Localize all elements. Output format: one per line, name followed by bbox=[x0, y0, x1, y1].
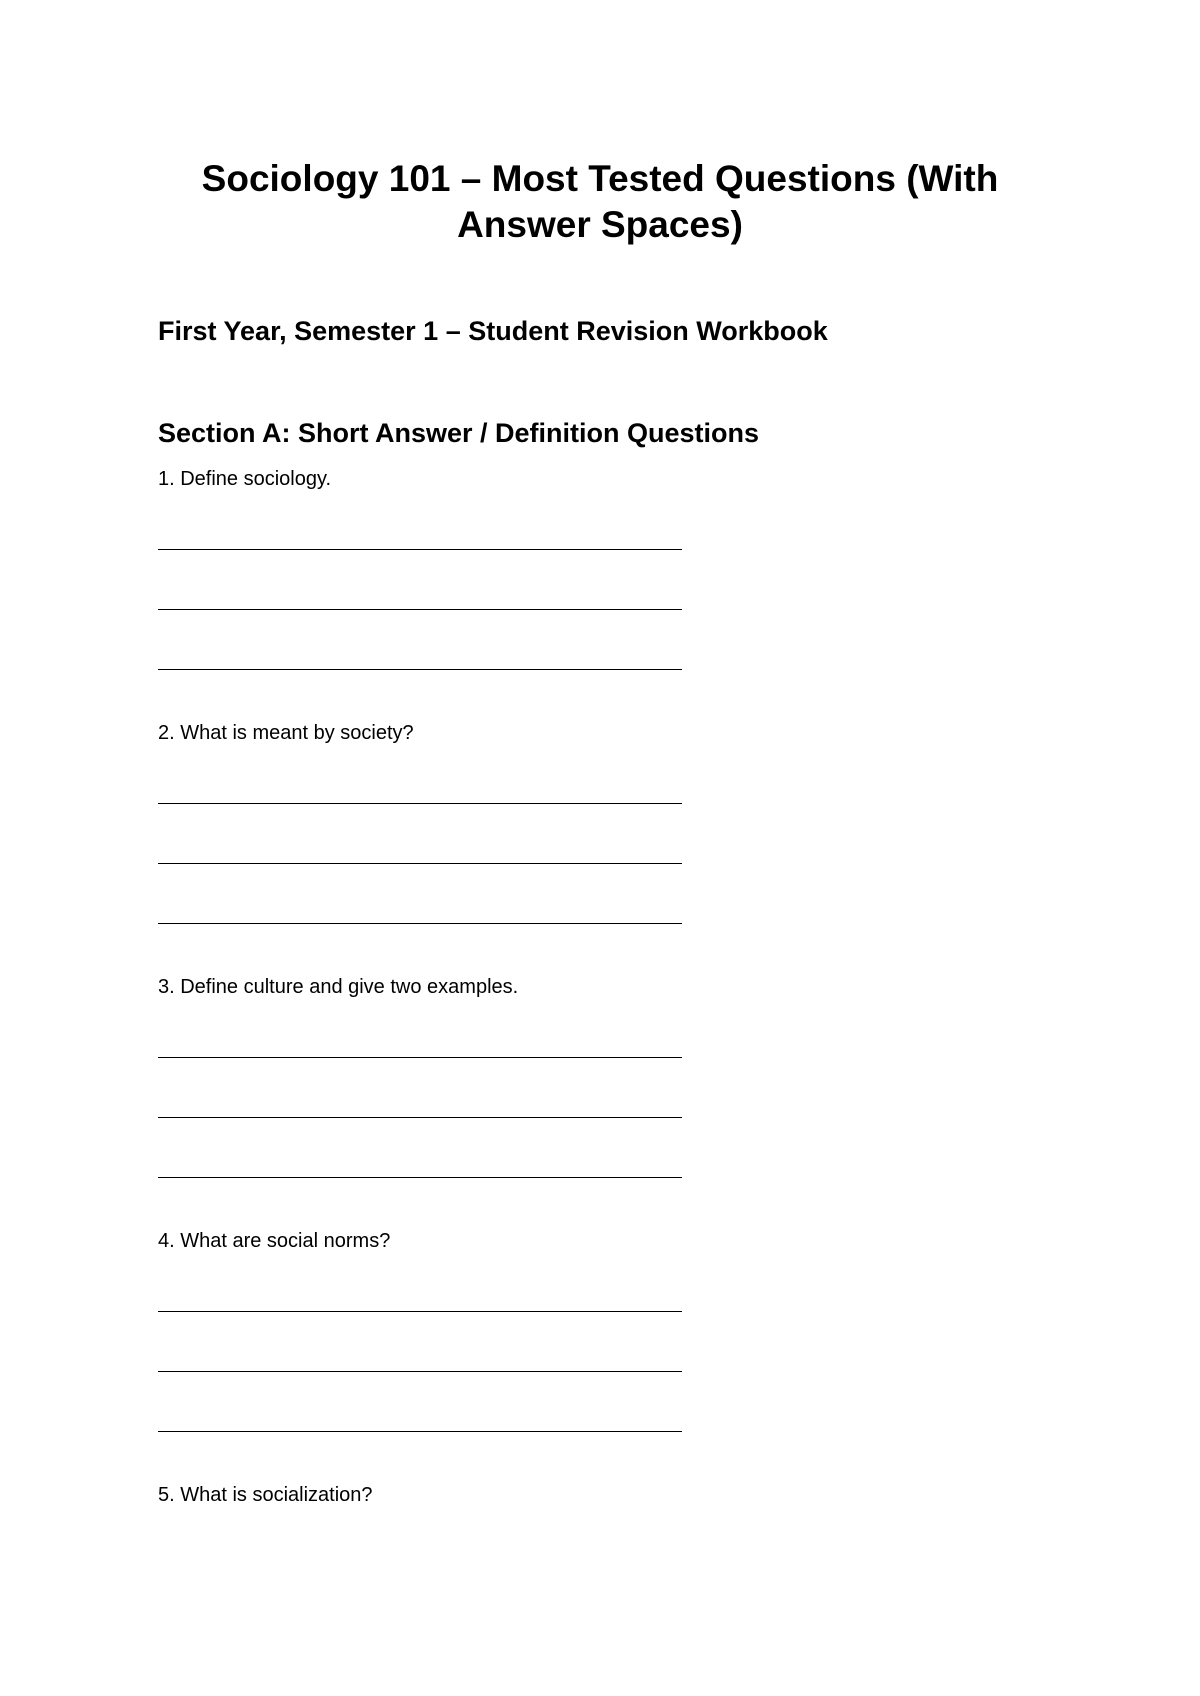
question-5 bbox=[158, 1482, 1058, 1508]
answer-line bbox=[158, 1117, 682, 1118]
answer-line bbox=[158, 1431, 682, 1432]
question-3 bbox=[158, 974, 1058, 1000]
question-text: 1. Define sociology. bbox=[158, 468, 332, 490]
document-subtitle: First Year, Semester 1 – Student Revision Workbook bbox=[158, 316, 828, 346]
answer-line bbox=[158, 1371, 682, 1372]
answer-line bbox=[158, 1057, 682, 1058]
answer-line bbox=[158, 923, 682, 924]
document-title: Sociology 101 – Most Tested Questions (With Answer Spaces) bbox=[201, 158, 999, 245]
answer-line bbox=[158, 1177, 682, 1178]
question-2 bbox=[158, 720, 1058, 746]
question-text: 4. What are social norms? bbox=[158, 1230, 391, 1252]
answer-line bbox=[158, 1311, 682, 1312]
question-text: 5. What is socialization? bbox=[158, 1484, 373, 1506]
answer-line bbox=[158, 669, 682, 670]
question-1 bbox=[158, 466, 1058, 492]
answer-line bbox=[158, 609, 682, 610]
section-heading: Section A: Short Answer / Definition Questions bbox=[158, 418, 760, 448]
question-text: 3. Define culture and give two examples. bbox=[158, 976, 519, 998]
answer-line bbox=[158, 549, 682, 550]
question-text: 2. What is meant by society? bbox=[158, 722, 414, 744]
question-4 bbox=[158, 1228, 1058, 1254]
answer-line bbox=[158, 803, 682, 804]
answer-line bbox=[158, 863, 682, 864]
